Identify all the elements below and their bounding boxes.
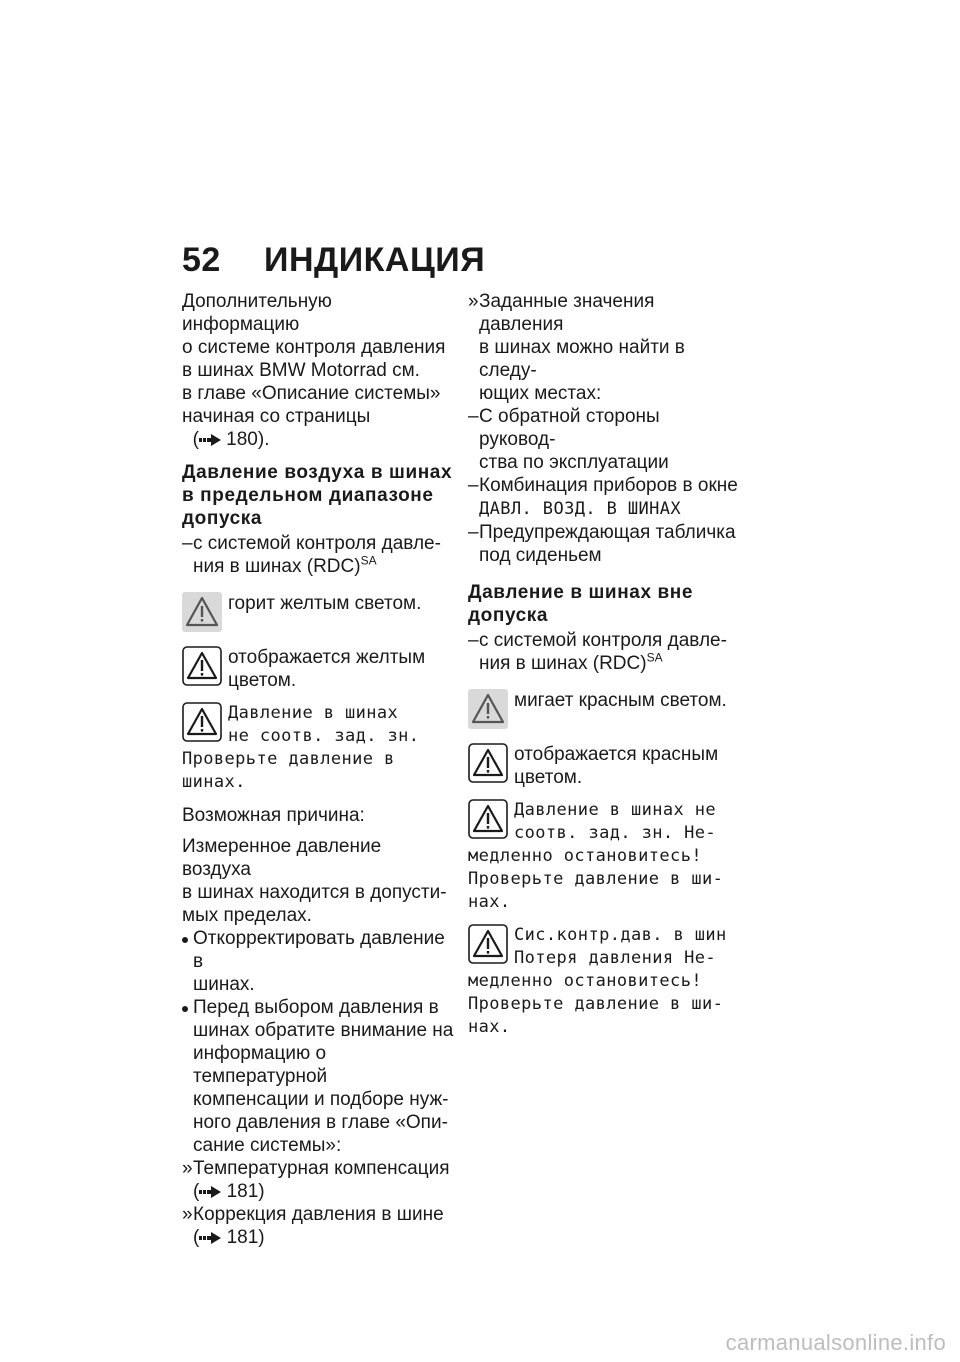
- watermark: carmanualsonline.info: [725, 1330, 946, 1355]
- display-message-block: Давление в шинах не соотв. зад. зн. Не- медленно остановитесь! Проверьте давление в ши- нах.: [468, 800, 724, 912]
- values-intro: » Заданные значения давления в шинах можно найти в следу- ющих местах:: [468, 291, 685, 404]
- warning-lamp-icon: [468, 689, 508, 729]
- arrow-right-icon: [199, 1186, 221, 1198]
- display-window-name: ДАВЛ. ВОЗД. В ШИНАХ: [479, 499, 682, 519]
- condition-rdc: – с системой контроля давле- ния в шинах (RDC)$^{SA}$: [182, 533, 441, 577]
- warning-triangle-icon: [468, 924, 508, 964]
- page-number: 52: [182, 241, 221, 279]
- warning-triangle-icon: [182, 646, 222, 686]
- cross-reference[interactable]: » Температурная компенсация ( 181): [182, 1158, 450, 1202]
- list-item: – Комбинация приборов в окне ДАВЛ. ВОЗД. В ШИНАХ: [468, 475, 738, 519]
- left-column: [182, 290, 454, 1249]
- special-equipment-badge: SA: [360, 553, 377, 568]
- warning-triangle-icon: [468, 743, 508, 783]
- page-title: ИНДИКАЦИЯ: [264, 241, 486, 279]
- warning-lamp-icon: [182, 592, 222, 632]
- list-item: – Предупреждающая табличка под сиденьем: [468, 522, 736, 566]
- special-equipment-badge: SA: [646, 650, 663, 665]
- display-message-block: Давление в шинах не соотв. зад. зн. Проверьте давление в шинах.: [182, 703, 420, 792]
- warning-lamp-row: [182, 592, 454, 632]
- section-heading-out-of-tolerance: Давление в шинах вне допуска: [468, 582, 694, 626]
- warning-triangle-icon: [468, 799, 508, 839]
- lamp-status-text: мигает красным светом.: [514, 690, 727, 711]
- page-header: [182, 241, 485, 280]
- page-reference[interactable]: ( 180).: [192, 429, 270, 450]
- list-item: Перед выбором давления в шинах обратите внимание на информацию о температурной компенсации и подборе нуж- ного давления в главе «Опи- сание системы»:: [182, 996, 454, 1157]
- right-column: [468, 290, 740, 1039]
- cause-label: Возможная причина:: [182, 805, 365, 826]
- display-symbol-row: [468, 743, 740, 789]
- warning-lamp-row: [468, 689, 740, 729]
- arrow-right-icon: [199, 434, 221, 446]
- bullet-icon: [182, 1006, 188, 1012]
- list-item: – С обратной стороны руковод- ства по эксплуатации: [468, 406, 669, 473]
- section-heading-tolerance: Давление воздуха в шинах в предельном диапазоне допуска: [182, 462, 453, 529]
- lamp-status-text: горит желтым светом.: [228, 593, 422, 614]
- condition-rdc: – с системой контроля давле- ния в шинах (RDC)$^{SA}$: [468, 630, 727, 674]
- intro-paragraph: Дополнительную информацию о системе контроля давления в шинах BMW Motorrad см. в главе «Описание системы» начиная со страницы ( 180).: [182, 291, 446, 450]
- display-status-text: отображается желтым цветом.: [228, 647, 426, 691]
- display-symbol-row: [182, 646, 454, 692]
- warning-triangle-icon: [182, 702, 222, 742]
- display-status-text: отображается красным цветом.: [514, 744, 719, 788]
- display-message-block: Сис.контр.дав. в шин Потеря давления Не- медленно остановитесь! Проверьте давление в ши- нах.: [468, 925, 727, 1037]
- cause-text: Измеренное давление воздуха в шинах находится в допусти- мых пределах.: [182, 836, 447, 926]
- bullet-icon: [182, 937, 188, 943]
- arrow-right-icon: [199, 1232, 221, 1244]
- list-item: Откорректировать давление в шинах.: [182, 927, 454, 996]
- cross-reference[interactable]: » Коррекция давления в шине ( 181): [182, 1204, 444, 1248]
